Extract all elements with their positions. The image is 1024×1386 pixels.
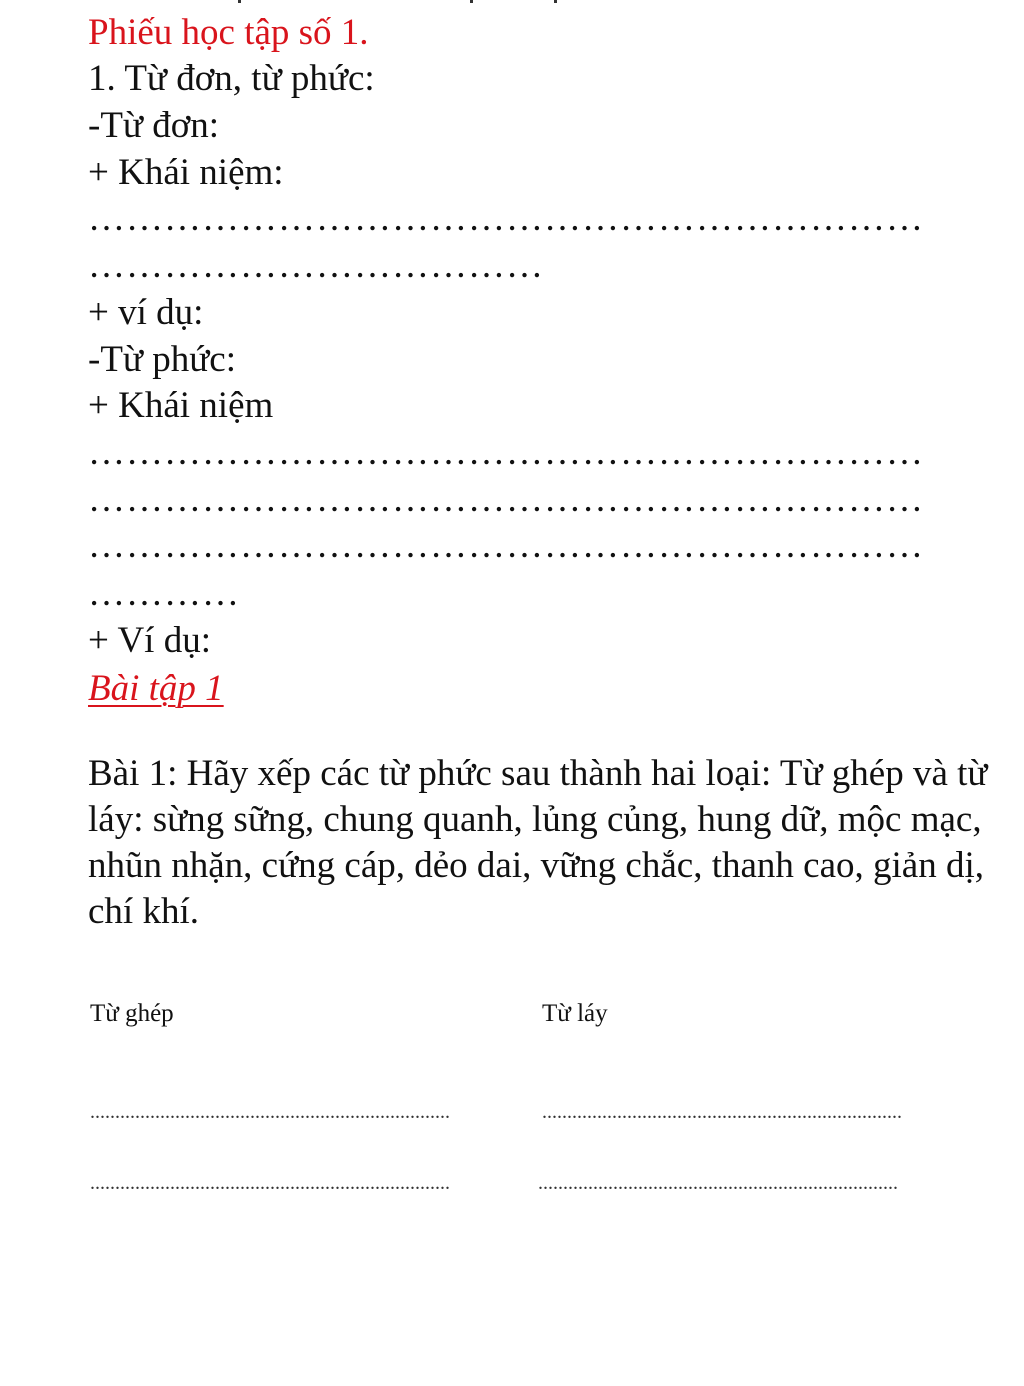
answer-line-dotted: ………………………………………………………… (88, 479, 924, 520)
answer-line-dotted: ………………………………………………………… (88, 525, 924, 566)
worksheet-title: Phiếu học tập số 1. (88, 12, 369, 53)
tu-don-label: -Từ đơn: (88, 105, 220, 146)
answer-line-tu-lay: ........................................................................ (542, 1101, 902, 1123)
answer-line-tu-lay: ........................................................................ (538, 1172, 898, 1194)
tu-phuc-label: -Từ phức: (88, 339, 236, 380)
cropped-text-remnants (0, 0, 1024, 4)
tu-don-vi-du-label: + ví dụ: (88, 292, 204, 333)
answer-line-dotted: ………………………………………………………… (88, 432, 924, 473)
tick-mark (554, 0, 557, 3)
column-label-tu-ghep: Từ ghép (90, 1000, 174, 1027)
exercise-heading: Bài tập 1 (88, 668, 224, 709)
section-heading-tu-don-tu-phuc: 1. Từ đơn, từ phức: (88, 58, 375, 99)
answer-line-dotted: ………………………………………………………… (88, 198, 924, 239)
tick-mark (238, 0, 241, 3)
tu-phuc-vi-du-label: + Ví dụ: (88, 620, 211, 661)
tick-mark (470, 0, 473, 3)
column-label-tu-lay: Từ láy (542, 1000, 608, 1027)
tu-phuc-khai-niem-label: + Khái niệm (88, 385, 274, 426)
tu-don-khai-niem-label: + Khái niệm: (88, 152, 284, 193)
answer-line-dotted: ………… (88, 573, 240, 614)
answer-line-tu-ghep: ........................................................................ (90, 1172, 450, 1194)
answer-line-dotted: ……………………………… (88, 245, 544, 286)
exercise-prompt: Bài 1: Hãy xếp các từ phức sau thành hai loại: Từ ghép và từ láy: sừng sững, chung quanh, lủng củng, hung dữ, mộc mạc, nhũn nhặn, cứng cáp, dẻo dai, vững chắc, thanh cao, giản dị, chí khí. (88, 753, 988, 932)
answer-line-tu-ghep: ........................................................................ (90, 1101, 450, 1123)
